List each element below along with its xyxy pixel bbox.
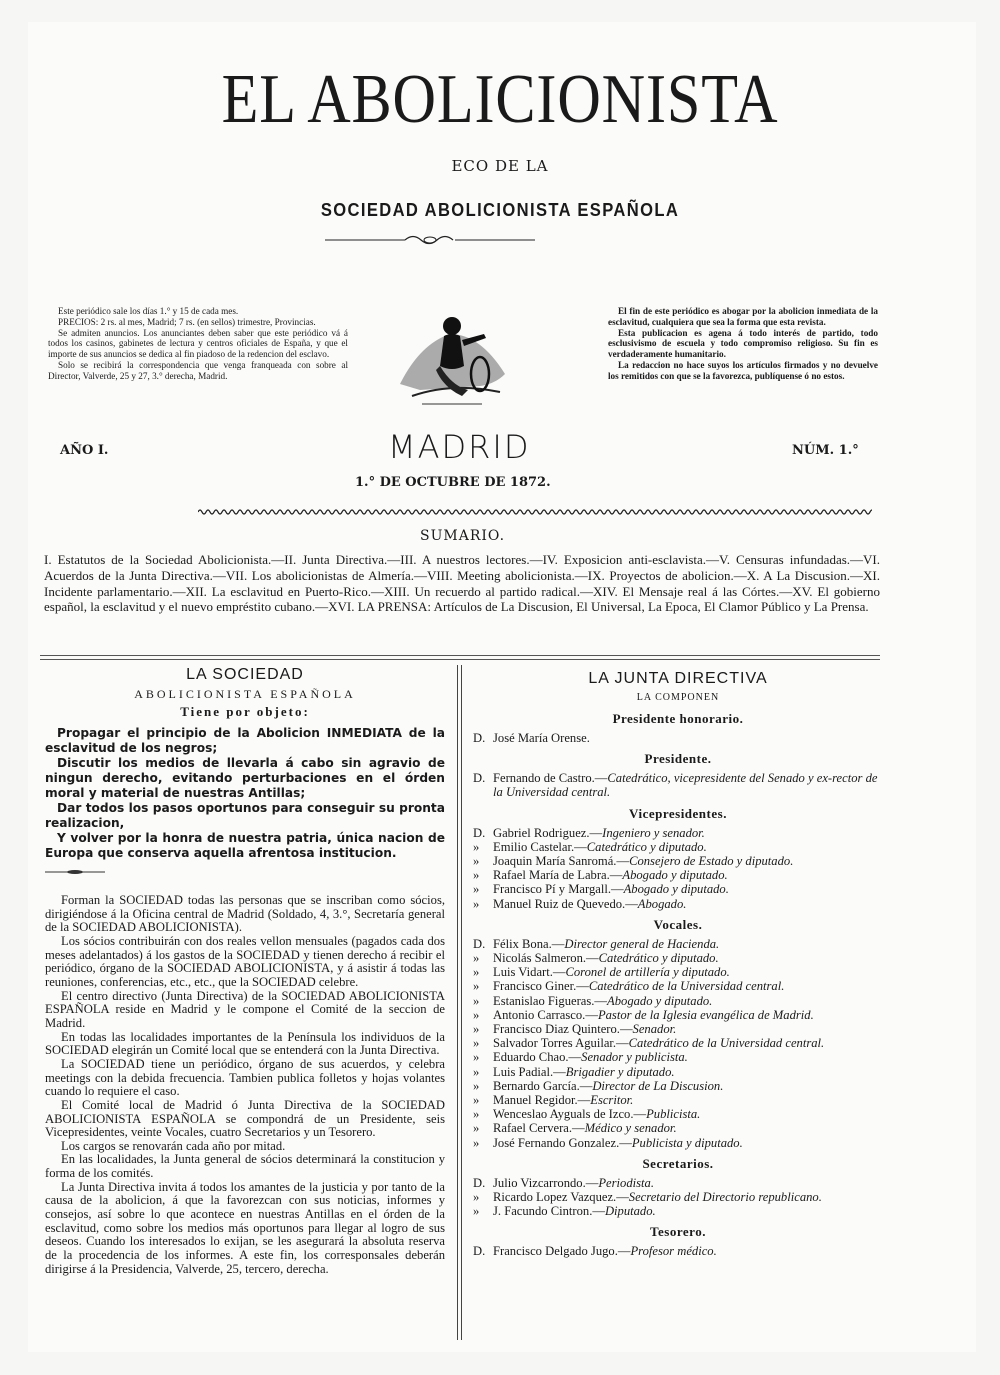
member-entry <box>473 897 883 911</box>
left-objeto: Tiene por objeto: <box>180 704 310 719</box>
member-entry <box>473 1136 883 1150</box>
left-para-3: El centro directivo (Junta Directiva) de la SOCIEDAD ABOLICIONISTA ESPAÑOLA reside en Madrid y le compone el Comité de la seccion de Madrid. <box>45 988 445 1030</box>
left-para-6: El Comité local de Madrid ó Junta Directiva de la SOCIEDAD ABOLICIONISTA ESPAÑOLA se compondrá de un Presidente, seis Vicepresidentes, veinte Vocales, cuatro Secretarios y un Tesorero. <box>45 1097 445 1140</box>
member-name: Luis Padial.— <box>493 1064 566 1079</box>
issue-date: 1.° DE OCTUBRE DE 1872. <box>355 475 551 490</box>
flourish-ornament <box>325 232 535 248</box>
member-name: Rafael Cervera.— <box>493 1121 585 1136</box>
member-role: Catedrático de la Universidad central. <box>628 1036 825 1051</box>
info-right-p3: La redaccion no hace suyos los artículos firmados y no devuelve los remitidos con que se la favorezca, publíquense ó no estos. <box>608 359 878 381</box>
member-name: Rafael María de Labra.— <box>493 868 623 883</box>
member-entry <box>473 1065 883 1079</box>
info-left-p2: PRECIOS: 2 rs. al mes, Madrid; 7 rs. (en sellos) trimestre, Provincias. <box>58 316 316 327</box>
left-title: LA SOCIEDAD <box>186 666 304 683</box>
member-role: Coronel de artillería y diputado. <box>565 965 730 980</box>
member-name: Gabriel Rodriguez.— <box>493 825 603 840</box>
left-para-4: En todas las localidades importantes de la Península los individuos de la SOCIEDAD elegirán un Comité local que se entenderá con la Junta Directiva. <box>45 1029 445 1058</box>
info-left-p1: Este periódico sale los días 1.° y 15 de cada mes. <box>58 306 239 316</box>
member-entry <box>473 1079 883 1093</box>
member-prefix: » <box>473 882 480 897</box>
member-entry <box>473 771 883 799</box>
issue-year: AÑO I. <box>60 443 109 458</box>
aim-1: Propagar el principio de la Abolicion INMEDIATA de la esclavitud de los negros; <box>45 726 445 755</box>
member-role: Senador y publicista. <box>581 1050 688 1065</box>
left-column <box>45 665 445 1276</box>
info-left-p3: Se admiten anuncios. Los anunciantes deben saber que este periódico vá á todos los casinos, gabinetes de lectura y centros oficiales de España, y que el importe de sus anuncios se dedica al fin piadoso de la redencion del esclavo. <box>48 327 348 360</box>
member-role: Pastor de la Iglesia evangélica de Madrid. <box>597 1007 814 1022</box>
left-para-2: Los sócios contribuirán con dos reales vellon mensuales (pagados cada dos meses adelantados) á los gastos de la SOCIEDAD y tienen derecho á recibir el periódico, órgano de la SOCIEDAD ABOLICIONISTA, y á asistir á todas las reuniones, conferencias, etc., etc., que la SOCIEDAD celebre. <box>45 933 445 989</box>
member-prefix: » <box>473 979 480 994</box>
member-prefix: » <box>473 1007 480 1022</box>
column-divider <box>457 665 458 1340</box>
left-para-1: Forman la SOCIEDAD todas las personas que se inscriban como sócios, dirigiéndose á la Oficina central de Madrid (Soldado, 4, 3.°, Secretaría general de la SOCIEDAD ABOLICIONISTA). <box>45 893 445 935</box>
member-role: Catedrático y diputado. <box>586 839 707 854</box>
member-prefix: » <box>473 951 480 966</box>
left-body <box>45 894 445 1276</box>
member-entry <box>473 731 883 745</box>
member-name: Francisco Giner.— <box>493 979 589 994</box>
member-prefix: » <box>473 868 480 883</box>
column-rule-top <box>40 655 880 656</box>
right-subtitle: LA COMPONEN <box>636 692 720 703</box>
member-role: Diputado. <box>604 1204 656 1219</box>
member-role: Secretario del Directorio republicano. <box>628 1190 822 1205</box>
member-prefix: » <box>473 1022 480 1037</box>
member-prefix: D. <box>473 936 486 951</box>
member-name: José Fernando Gonzalez.— <box>493 1135 632 1150</box>
member-name: Nicolás Salmeron.— <box>493 951 599 966</box>
member-entry <box>473 868 883 882</box>
member-role: Catedrático y diputado. <box>598 951 719 966</box>
member-name: Bernardo García.— <box>493 1078 593 1093</box>
member-entry <box>473 937 883 951</box>
member-name: Manuel Ruiz de Quevedo.— <box>493 896 638 911</box>
emancipated-slave-vignette <box>392 296 512 416</box>
left-para-5: La SOCIEDAD tiene un periódico, órgano de sus acuerdos, y celebra meetings con la debida frecuencia. Tambien publica folletos y hojas volantes cuando lo requiere el caso. <box>45 1056 445 1099</box>
member-entry <box>473 1093 883 1107</box>
masthead-title: EL ABOLICIONISTA <box>221 61 779 138</box>
member-role: Escritor. <box>590 1093 634 1108</box>
member-role: Abogado y diputado. <box>623 882 729 897</box>
member-prefix: » <box>473 839 480 854</box>
member-role: Ingeniero y senador. <box>602 825 705 840</box>
section-heading: Secretarios. <box>642 1155 714 1171</box>
member-prefix: » <box>473 1093 480 1108</box>
aims-list <box>45 726 445 861</box>
member-name: José María Orense. <box>493 731 590 745</box>
masthead-eco: ECO DE LA <box>451 157 549 175</box>
member-prefix: D. <box>473 1244 486 1259</box>
member-prefix: » <box>473 1135 480 1150</box>
aim-4: Y volver por la honra de nuestra patria, única nacion de Europa que conserva aquella afrentosa institucion. <box>45 831 445 860</box>
member-entry <box>473 994 883 1008</box>
member-role: Brigadier y diputado. <box>565 1064 675 1079</box>
member-role: Consejero de Estado y diputado. <box>629 854 794 869</box>
member-role: Catedrático de la Universidad central. <box>588 979 785 994</box>
member-prefix: » <box>473 993 480 1008</box>
left-subtitle: ABOLICIONISTA ESPAÑOLA <box>134 687 356 701</box>
left-para-8: En las localidades, la Junta general de sócios determinará la constitucion y forma de los comités. <box>45 1152 445 1181</box>
info-right <box>608 306 878 382</box>
member-role: Médico y senador. <box>584 1121 677 1136</box>
member-entry <box>473 1022 883 1036</box>
info-left <box>48 306 348 382</box>
member-name: Francisco Diaz Quintero.— <box>493 1022 633 1037</box>
member-role: Catedrático, vicepresidente del Senado y ex-rector de la Universidad central. <box>493 771 878 800</box>
aim-3: Dar todos los pasos oportunos para conseguir su pronta realizacion, <box>45 801 445 830</box>
member-entry <box>473 1244 883 1258</box>
member-name: Francisco Delgado Jugo.— <box>493 1244 631 1259</box>
member-name: Wenceslao Ayguals de Izco.— <box>493 1107 647 1122</box>
member-name: Eduardo Chao.— <box>493 1050 582 1065</box>
member-entry <box>473 1121 883 1135</box>
member-name: Luis Vidart.— <box>493 965 566 980</box>
info-right-p2: Esta publicacion es agena á todo interés de partido, todo esclusivismo de escuela y todo compromiso religioso. Su fin es verdaderamente humanitario. <box>608 327 878 360</box>
member-entry <box>473 1008 883 1022</box>
section-heading: Presidente. <box>644 751 712 767</box>
member-role: Senador. <box>632 1022 677 1037</box>
member-prefix: D. <box>473 825 486 840</box>
section-heading: Tesorero. <box>650 1224 706 1240</box>
separator-ornament <box>45 869 105 875</box>
member-prefix: D. <box>473 771 486 786</box>
member-role: Director de La Discusion. <box>592 1078 724 1093</box>
member-name: Fernando de Castro.— <box>493 771 608 786</box>
member-prefix: » <box>473 1121 480 1136</box>
section-heading: Presidente honorario. <box>612 711 744 726</box>
member-role: Abogado y diputado. <box>607 993 713 1008</box>
member-prefix: » <box>473 854 480 869</box>
member-name: Estanislao Figueras.— <box>493 993 608 1008</box>
right-title: LA JUNTA DIRECTIVA <box>588 670 768 687</box>
aim-2: Discutir los medios de llevarla á cabo sin agravio de ningun derecho, evitando perturbaciones en el órden moral y material de nuestras Antillas; <box>45 756 445 800</box>
member-prefix: » <box>473 896 480 911</box>
member-name: Francisco Pí y Margall.— <box>493 882 624 897</box>
member-entry <box>473 1204 883 1218</box>
member-name: Manuel Regidor.— <box>493 1093 591 1108</box>
info-right-p1: El fin de este periódico es abogar por la abolicion inmediata de la esclavitud, cualquiera que sea la forma que esta revista. <box>608 306 878 327</box>
section-heading: Vocales. <box>653 916 703 932</box>
member-prefix: » <box>473 965 480 980</box>
member-prefix: » <box>473 1190 480 1205</box>
member-name: Antonio Carrasco.— <box>493 1007 598 1022</box>
column-rule-top-2 <box>40 659 880 660</box>
sumario-text: I. Estatutos de la Sociedad Abolicionista.—II. Junta Directiva.—III. A nuestros lectores.—IV. Exposicion anti-esclavista.—V. Censuras infundadas.—VI. Acuerdos de la Junta Directiva.—VII. Los abolicionistas de Almería.—VIII. Meeting abolicionista.—IX. Proyectos de abolicion.—X. A La Discusion.—XI. Incidente parlamentario.—XII. La esclavitud en Puerto-Rico.—XIII. Un recuerdo al partido radical.—XIV. El Mensaje real á las Córtes.—XV. El gobierno español, la esclavitud y el nuevo empréstito cubano.—XVI. LA PRENSA: Artículos de La Discusion, El Universal, La Epoca, El Clamor Público y La Prensa. <box>44 552 880 615</box>
city-name: MADRID <box>388 428 531 466</box>
member-entry <box>473 854 883 868</box>
member-name: Joaquin María Sanromá.— <box>493 854 630 869</box>
member-role: Publicista. <box>646 1107 701 1122</box>
member-role: Abogado y diputado. <box>622 868 728 883</box>
member-entry <box>473 840 883 854</box>
member-entry <box>473 979 883 993</box>
junta-sections <box>473 711 883 1259</box>
member-entry <box>473 1050 883 1064</box>
member-role: Profesor médico. <box>630 1244 717 1259</box>
member-prefix: » <box>473 1050 480 1065</box>
member-name: J. Facundo Cintron.— <box>493 1204 605 1219</box>
member-role: Abogado. <box>637 896 687 911</box>
member-entry <box>473 1107 883 1121</box>
member-name: Salvador Torres Aguilar.— <box>493 1036 629 1051</box>
member-prefix: » <box>473 1064 480 1079</box>
member-entry <box>473 826 883 840</box>
member-name: Julio Vizcarrondo.— <box>493 1175 599 1190</box>
member-prefix: D. <box>473 731 486 745</box>
sumario-title: SUMARIO. <box>420 528 506 544</box>
member-prefix: » <box>473 1107 480 1122</box>
issue-number: NÚM. 1.° <box>792 443 859 458</box>
member-entry <box>473 1190 883 1204</box>
member-prefix: D. <box>473 1175 486 1190</box>
info-left-p4: Solo se recibirá la correspondencia que venga franqueada con sobre al Director, Valverde, 25 y 27, 3.° derecha, Madrid. <box>48 359 348 381</box>
column-divider-2 <box>461 665 462 1340</box>
member-role: Publicista y diputado. <box>631 1135 743 1150</box>
member-prefix: » <box>473 1036 480 1051</box>
left-para-7: Los cargos se renovarán cada año por mitad. <box>61 1138 286 1153</box>
member-entry <box>473 1036 883 1050</box>
member-prefix: » <box>473 1078 480 1093</box>
member-entry <box>473 1176 883 1190</box>
member-entry <box>473 951 883 965</box>
member-name: Félix Bona.— <box>493 936 565 951</box>
member-name: Ricardo Lopez Vazquez.— <box>493 1190 629 1205</box>
masthead-sociedad: SOCIEDAD ABOLICIONISTA ESPAÑOLA <box>320 200 680 220</box>
member-name: Emilio Castelar.— <box>493 839 587 854</box>
section-heading: Vicepresidentes. <box>629 805 727 821</box>
wavy-rule <box>198 506 872 518</box>
member-prefix: » <box>473 1204 480 1219</box>
left-para-9: La Junta Directiva invita á todos los amantes de la justicia y por tanto de la causa de la abolicion, á que la favorezcan con sus noticias, informes y consejos, así sobre lo que acontece en nuestras Antillas en el órden de la esclavitud, como sobre los medios más oportunos para llegar al logro de sus deseos. Cuando los interesados lo exijan, se les asegurará la absoluta reserva de la procedencia de los informes. A este fin, los corresponsales deberán dirigirse á la Presidencia, Valverde, 25, tercero, derecha. <box>45 1179 445 1276</box>
member-entry <box>473 965 883 979</box>
member-entry <box>473 882 883 896</box>
right-column <box>473 668 883 1259</box>
member-role: Periodista. <box>598 1175 654 1190</box>
member-role: Director general de Hacienda. <box>564 936 720 951</box>
